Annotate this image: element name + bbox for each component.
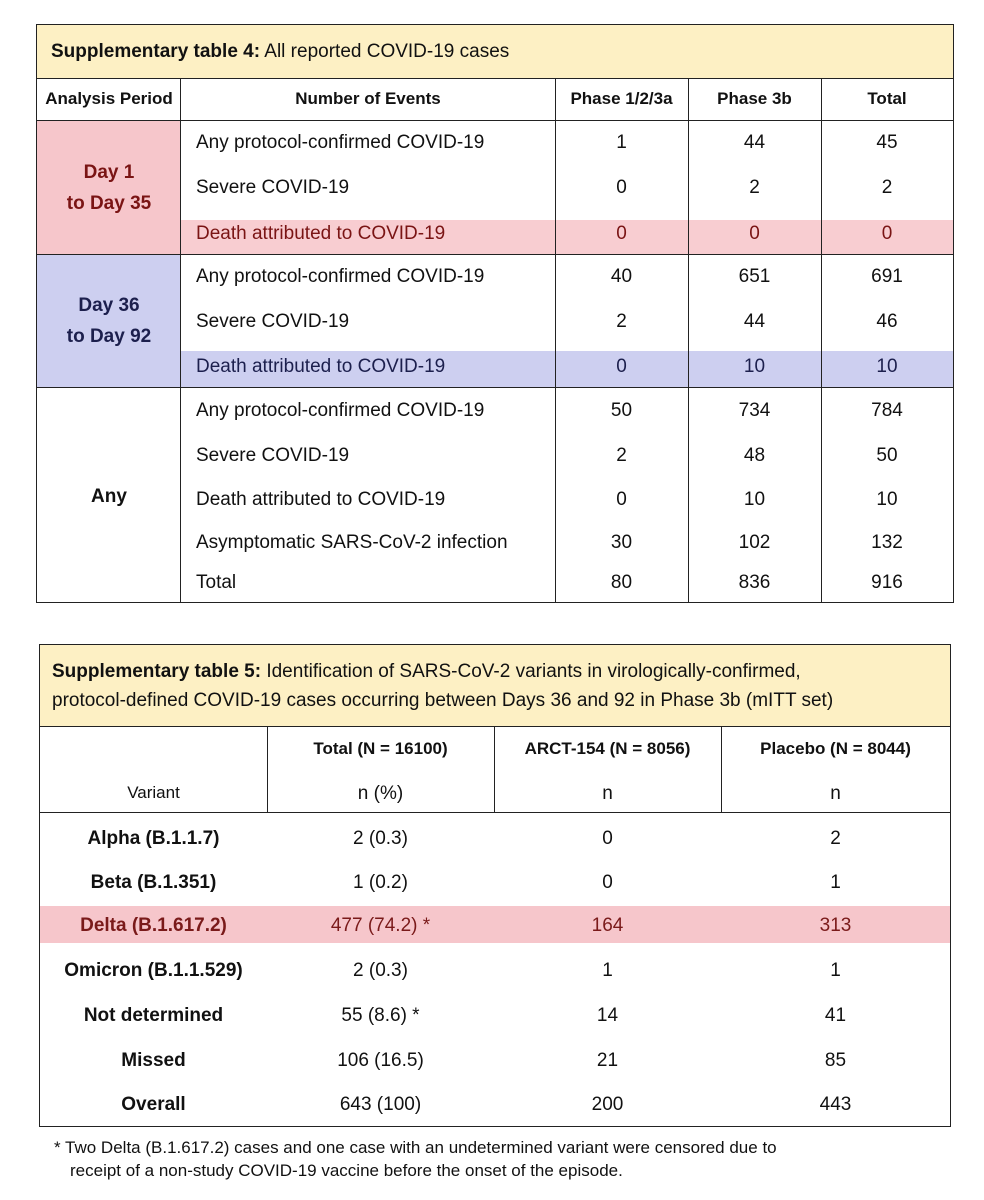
value-cell: 44: [743, 311, 766, 332]
event-cell: Death attributed to COVID-19: [196, 356, 446, 377]
value-cell: 1 (0.2): [353, 872, 408, 893]
variant-omicron: Omicron (B.1.1.529): [64, 960, 243, 981]
period-line: Day 36: [78, 295, 140, 316]
value-cell: 477 (74.2) *: [330, 915, 431, 936]
footnote-line1: * Two Delta (B.1.617.2) cases and one case with an undetermined variant were censored due to: [54, 1138, 777, 1157]
table5-caption-line2: protocol-defined COVID-19 cases occurring between Days 36 and 92 in Phase 3b (mITT set): [52, 690, 834, 711]
table4-caption-text: All reported COVID-19 cases: [260, 41, 510, 62]
table5-caption-line1: [52, 657, 950, 686]
value-cell: 10: [743, 489, 766, 510]
value-cell: 46: [876, 311, 898, 332]
header-total-n: Total (N = 16100): [313, 739, 448, 758]
supplementary-table-5: [39, 644, 951, 1127]
value-cell: 200: [591, 1094, 624, 1115]
event-cell: Severe COVID-19: [196, 311, 350, 332]
value-cell: 40: [610, 266, 633, 287]
value-cell: 0: [602, 872, 613, 893]
value-cell: 48: [743, 445, 766, 466]
value-cell: 2 (0.3): [353, 960, 408, 981]
value-cell: 10: [743, 356, 766, 377]
value-cell: 916: [871, 572, 903, 593]
footnote-line2: receipt of a non-study COVID-19 vaccine before the onset of the episode.: [70, 1161, 623, 1180]
period-any: Any: [91, 486, 127, 507]
value-cell: 50: [610, 400, 633, 421]
value-cell: 691: [871, 266, 903, 287]
value-cell: 2: [830, 828, 841, 849]
variant-alpha: Alpha (B.1.1.7): [87, 828, 220, 849]
header-phase-3b: Phase 3b: [717, 89, 792, 108]
value-cell: 1: [830, 872, 841, 893]
event-cell: Death attributed to COVID-19: [196, 489, 446, 510]
value-cell: 1: [602, 960, 613, 981]
value-cell: 132: [871, 532, 903, 553]
value-cell: 0: [602, 828, 613, 849]
table5-caption-label: Supplementary table 5:: [52, 661, 262, 682]
value-cell: 2: [616, 445, 627, 466]
variant-delta: Delta (B.1.617.2): [80, 915, 227, 936]
header-divider: [37, 120, 953, 121]
value-cell: 2: [749, 177, 760, 198]
col-divider-2: [555, 79, 556, 603]
event-cell: Any protocol-confirmed COVID-19: [196, 400, 485, 421]
value-cell: 85: [824, 1050, 847, 1071]
t5-header-divider: [40, 812, 950, 813]
header-number-of-events: Number of Events: [295, 89, 441, 108]
value-cell: 14: [596, 1005, 619, 1026]
table4-caption: [37, 25, 953, 79]
table5-caption: [40, 645, 950, 727]
col-divider-4: [821, 79, 822, 603]
footnote: [54, 1136, 954, 1182]
group1-divider: [37, 254, 953, 255]
value-cell: 313: [819, 915, 852, 936]
value-cell: 734: [738, 400, 771, 421]
value-cell: 443: [819, 1094, 852, 1115]
value-cell: 41: [824, 1005, 847, 1026]
header-arct154-n: ARCT-154 (N = 8056): [524, 739, 691, 758]
event-cell: Any protocol-confirmed COVID-19: [196, 266, 485, 287]
value-cell: 21: [596, 1050, 619, 1071]
value-cell: 0: [616, 356, 627, 377]
subheader-n: n: [602, 783, 613, 804]
value-cell: 651: [738, 266, 771, 287]
value-cell: 643 (100): [339, 1094, 422, 1115]
value-cell: 2: [881, 177, 893, 198]
period-line: to Day 35: [66, 193, 152, 214]
variant-missed: Missed: [121, 1050, 186, 1071]
event-cell: Death attributed to COVID-19: [196, 223, 446, 244]
event-cell: Total: [196, 572, 237, 593]
supplementary-table-4: [36, 24, 954, 603]
value-cell: 10: [876, 356, 898, 377]
value-cell: 1: [616, 132, 627, 153]
value-cell: 0: [616, 489, 627, 510]
value-cell: 106 (16.5): [337, 1050, 424, 1071]
col-divider-3: [688, 79, 689, 603]
period-line: Day 1: [83, 162, 135, 183]
value-cell: 164: [591, 915, 624, 936]
header-placebo-n: Placebo (N = 8044): [760, 739, 911, 758]
event-cell: Any protocol-confirmed COVID-19: [196, 132, 485, 153]
value-cell: 0: [749, 223, 760, 244]
value-cell: 784: [871, 400, 903, 421]
value-cell: 45: [876, 132, 898, 153]
event-cell: Severe COVID-19: [196, 445, 350, 466]
value-cell: 50: [876, 445, 898, 466]
value-cell: 0: [616, 223, 627, 244]
table4-caption-label: Supplementary table 4:: [51, 41, 261, 62]
value-cell: 2 (0.3): [353, 828, 408, 849]
subheader-n-percent: n (%): [357, 783, 404, 804]
value-cell: 80: [610, 572, 633, 593]
period-day36-to-day92: [37, 290, 181, 352]
period-day1-to-day35: [37, 157, 181, 219]
value-cell: 44: [743, 132, 766, 153]
value-cell: 836: [738, 572, 771, 593]
value-cell: 0: [881, 223, 893, 244]
value-cell: 1: [830, 960, 841, 981]
value-cell: 102: [738, 532, 771, 553]
variant-not-determined: Not determined: [83, 1005, 224, 1026]
value-cell: 10: [876, 489, 898, 510]
subheader-n: n: [830, 783, 841, 804]
value-cell: 0: [616, 177, 627, 198]
variant-overall: Overall: [121, 1094, 186, 1115]
header-total: Total: [867, 89, 907, 108]
event-cell: Severe COVID-19: [196, 177, 350, 198]
table5-caption-text: Identification of SARS-CoV-2 variants in virologically-confirmed,: [261, 661, 801, 682]
value-cell: 30: [610, 532, 633, 553]
event-cell: Asymptomatic SARS-CoV-2 infection: [196, 532, 508, 553]
variant-beta: Beta (B.1.351): [90, 872, 217, 893]
header-variant: Variant: [127, 783, 180, 802]
period-line: to Day 92: [66, 326, 152, 347]
value-cell: 2: [616, 311, 627, 332]
header-phase-123a: Phase 1/2/3a: [570, 89, 673, 108]
value-cell: 55 (8.6) *: [341, 1005, 420, 1026]
group2-divider: [37, 387, 953, 388]
header-analysis-period: Analysis Period: [45, 89, 173, 108]
